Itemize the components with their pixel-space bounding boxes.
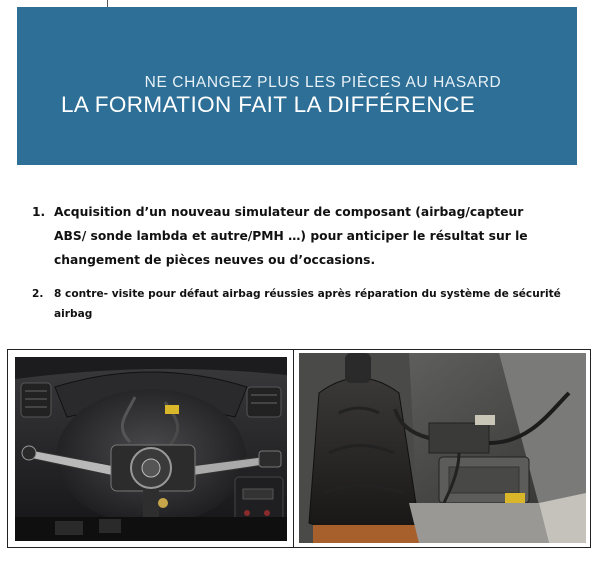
list-item-line: 8 contre- visite pour défaut airbag réussies après réparation du système de sécurité: [54, 288, 561, 300]
steering-column-photo-icon: [15, 357, 287, 541]
list-item: [32, 200, 572, 272]
list-item-line: airbag: [54, 308, 93, 320]
info-list: [32, 200, 572, 324]
list-item-text: [54, 284, 561, 324]
list-item-line: ABS/ sonde lambda et autre/PMH …) pour anticiper le résultat sur le: [54, 229, 528, 243]
airbag-module-photo-icon: [299, 353, 586, 543]
list-item-line: changement de pièces neuves ou d’occasions.: [54, 253, 376, 267]
list-item-text: [54, 200, 528, 272]
banner: [17, 7, 577, 165]
banner-headline: LA FORMATION FAIT LA DIFFÉRENCE: [61, 92, 476, 117]
list-item-number: 1.: [32, 205, 46, 219]
photo-divider: [293, 350, 294, 547]
list-item-number: 2.: [32, 288, 44, 300]
photo-panel: [7, 349, 591, 548]
list-item: [32, 284, 572, 324]
top-divider-line: [107, 0, 108, 7]
list-item-line: Acquisition d’un nouveau simulateur de composant (airbag/capteur: [54, 205, 524, 219]
banner-tagline: NE CHANGEZ PLUS LES PIÈCES AU HASARD: [144, 74, 502, 91]
